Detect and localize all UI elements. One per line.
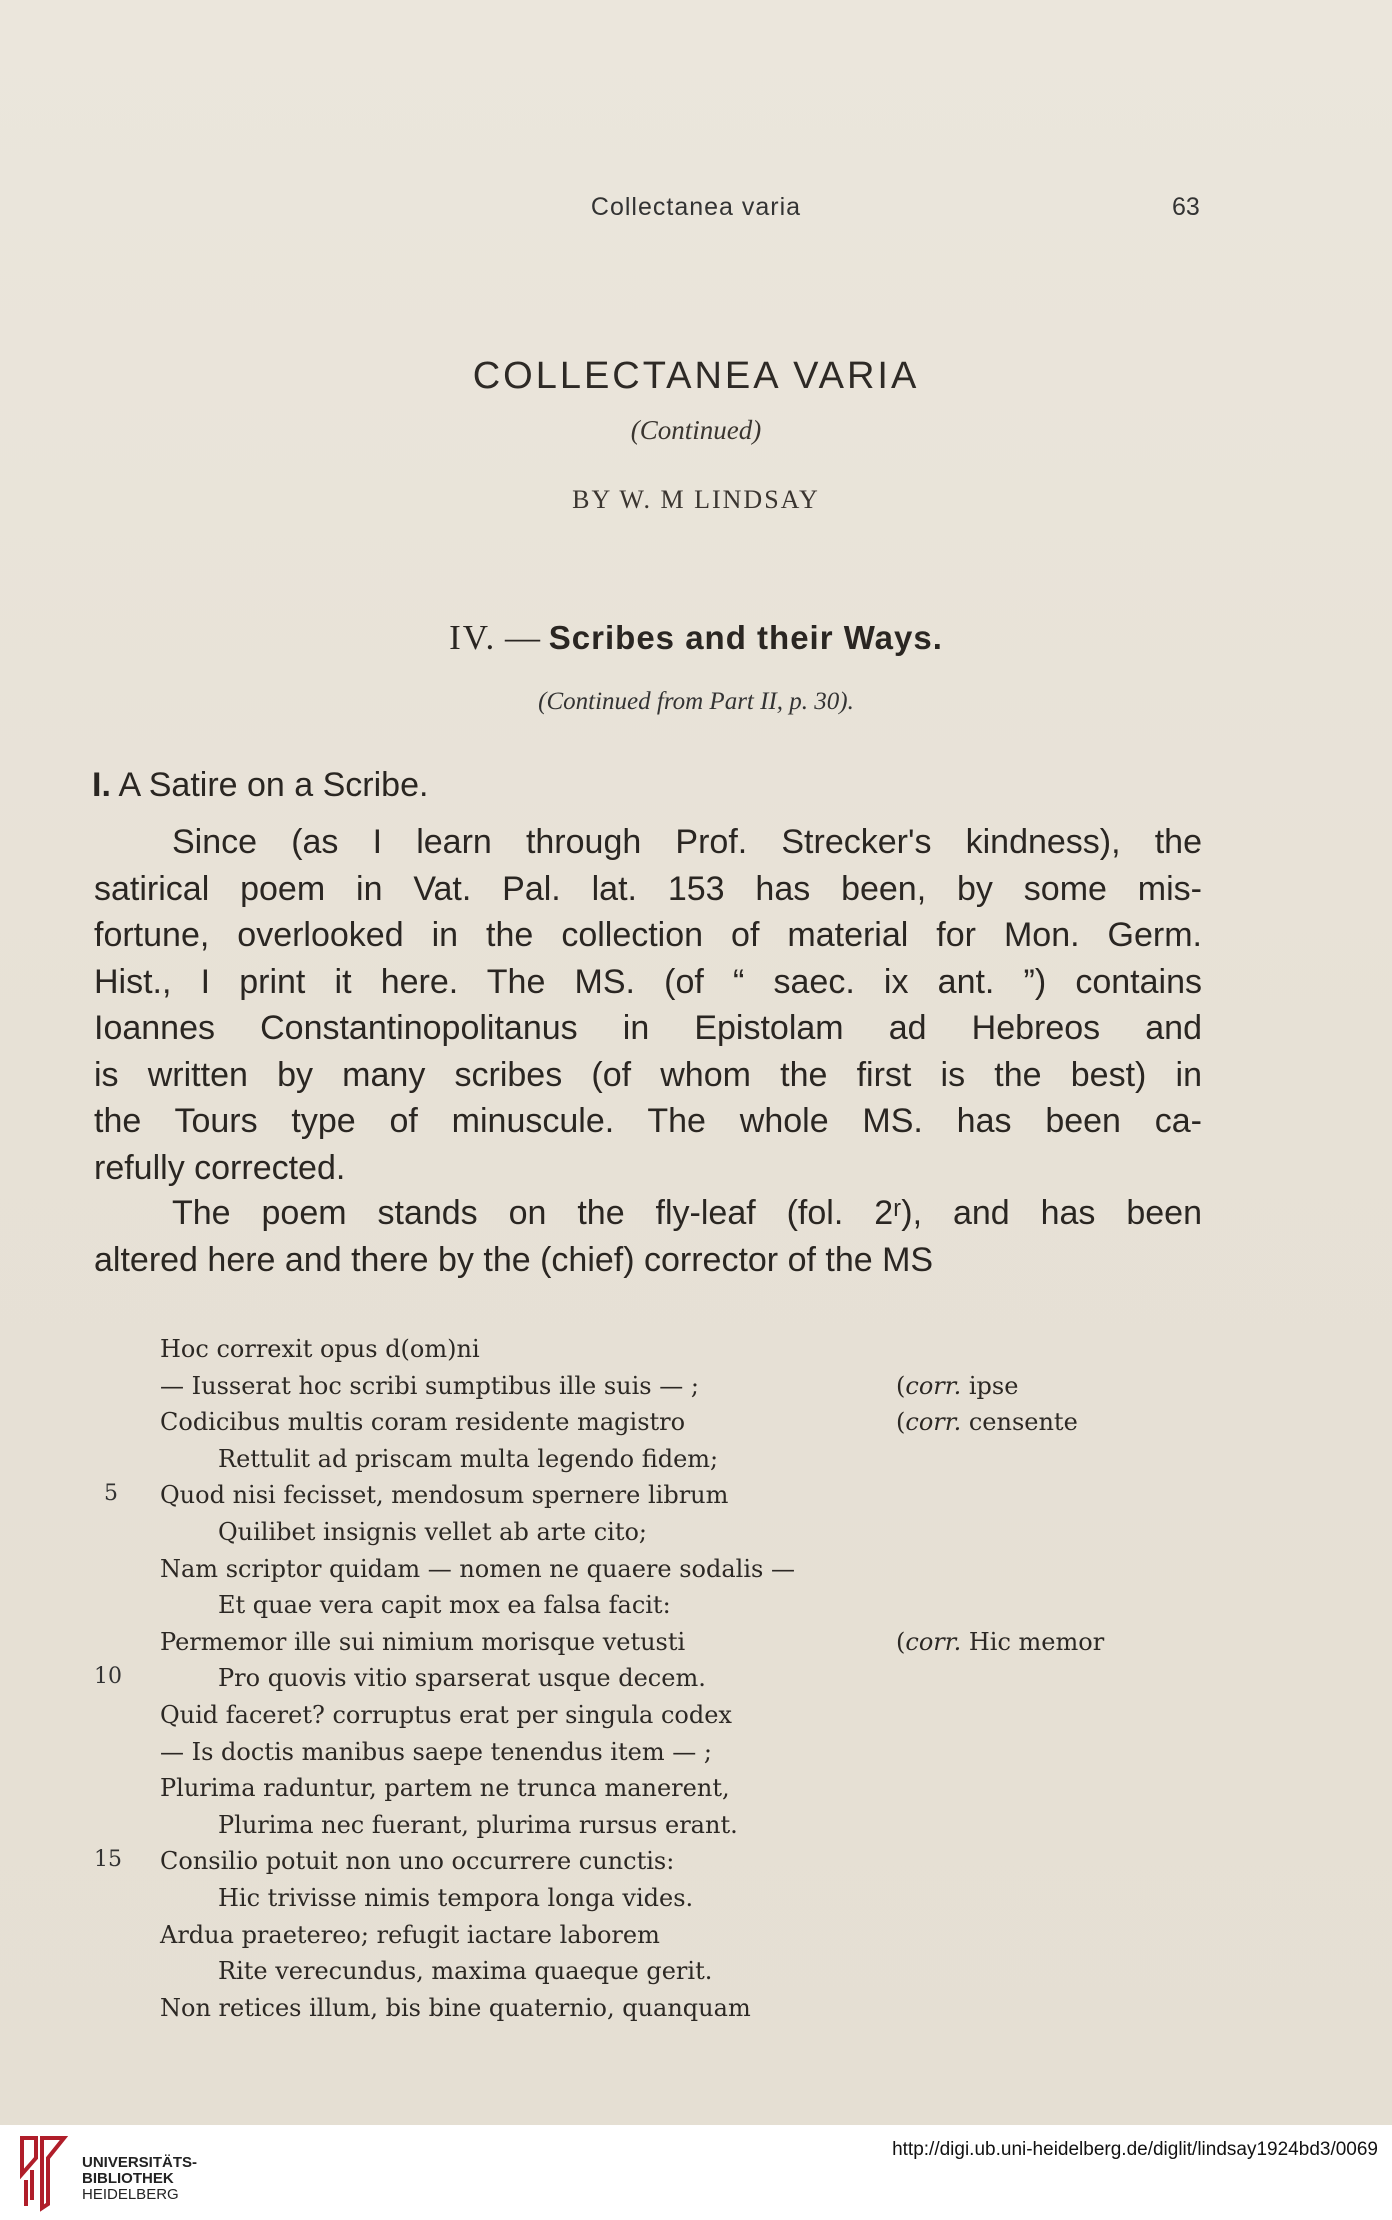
correction-note: (corr. ipse bbox=[896, 1372, 1019, 1400]
paragraph-2 bbox=[94, 1190, 1202, 1283]
section-dash: — bbox=[505, 618, 541, 657]
continued-from-note: (Continued from Part II, p. 30). bbox=[538, 688, 854, 715]
correction-label: corr. bbox=[905, 1372, 962, 1400]
poem-line: Et quae vera capit mox ea falsa facit: bbox=[218, 1591, 671, 1619]
poem-line: Consilio potuit non uno occurrere cunctis: bbox=[160, 1847, 675, 1875]
article-title: COLLECTANEA VARIA bbox=[472, 355, 920, 397]
poem-line: Non retices illum, bis bine quaternio, quanquam bbox=[160, 1994, 751, 2022]
text-line: Ioannes Constantinopolitanus in Epistolam ad Hebreos and bbox=[94, 1009, 1202, 1047]
running-head: Collectanea varia bbox=[590, 193, 802, 221]
correction-word: Hic memor bbox=[968, 1628, 1105, 1656]
poem-line: Quod nisi fecisset, mendosum spernere librum bbox=[160, 1481, 729, 1509]
poem-line: Quilibet insignis vellet ab arte cito; bbox=[218, 1518, 648, 1546]
library-line: BIBLIOTHEK bbox=[82, 2170, 174, 2187]
section-heading bbox=[0, 618, 1392, 658]
text-line: is written by many scribes (of whom the first is the best) in bbox=[94, 1055, 1202, 1094]
poem-line: Hoc correxit opus d(om)ni bbox=[160, 1335, 480, 1363]
poem-line: Rettulit ad priscam multa legendo fidem; bbox=[218, 1445, 719, 1473]
library-name bbox=[82, 2155, 197, 2203]
poem-line: Plurima nec fuerant, plurima rursus erant. bbox=[218, 1811, 738, 1839]
text-line: The poem stands on the fly-leaf (fol. 2ʳ), and has been bbox=[172, 1194, 1202, 1232]
paragraph-1 bbox=[94, 819, 1202, 1191]
line-number: 15 bbox=[94, 1847, 122, 1872]
poem-line: Permemor ille sui nimium morisque vetusti bbox=[160, 1628, 686, 1656]
poem-line: — Iusserat hoc scribi sumptibus ille suis — ; bbox=[160, 1372, 699, 1400]
library-line: UNIVERSITÄTS- bbox=[82, 2154, 198, 2171]
poem-line: Ardua praetereo; refugit iactare laborem bbox=[160, 1921, 660, 1949]
text-line: the Tours type of minuscule. The whole MS. has been ca- bbox=[94, 1102, 1202, 1140]
text-line: fortune, overlooked in the collection of material for Mon. Germ. bbox=[94, 916, 1202, 954]
section-number: IV. bbox=[449, 618, 497, 657]
text-line: Since (as I learn through Prof. Strecker's kindness), the bbox=[172, 823, 1202, 861]
source-url-link[interactable]: http://digi.ub.uni-heidelberg.de/diglit/lindsay1924bd3/0069 bbox=[892, 2139, 1378, 2160]
subsection-heading bbox=[92, 766, 428, 805]
line-number: 10 bbox=[94, 1664, 122, 1689]
page-number: 63 bbox=[1172, 193, 1200, 221]
poem-line: Rite verecundus, maxima quaeque gerit. bbox=[218, 1957, 713, 1985]
line-number: 5 bbox=[104, 1481, 118, 1506]
text-line: altered here and there by the (chief) corrector of the MS bbox=[94, 1240, 934, 1279]
text-line: satirical poem in Vat. Pal. lat. 153 has been, by some mis- bbox=[94, 869, 1202, 908]
poem-line: Codicibus multis coram residente magistro bbox=[160, 1408, 686, 1436]
correction-label: corr. bbox=[905, 1628, 962, 1656]
text-line: refully corrected. bbox=[94, 1148, 346, 1187]
text-line: Hist., I print it here. The MS. (of “ saec. ix ant. ”) contains bbox=[94, 962, 1202, 1001]
subsection-number: I. bbox=[92, 766, 111, 804]
poem-line: Pro quovis vitio sparserat usque decem. bbox=[218, 1664, 706, 1692]
poem-line: Hic trivisse nimis tempora longa vides. bbox=[218, 1884, 694, 1912]
correction-word: censente bbox=[968, 1408, 1078, 1436]
author-byline: BY W. M LINDSAY bbox=[572, 485, 820, 514]
correction-word: ipse bbox=[968, 1372, 1019, 1400]
poem-line: Quid faceret? corruptus erat per singula codex bbox=[160, 1701, 732, 1729]
library-line: HEIDELBERG bbox=[82, 2186, 179, 2203]
correction-label: corr. bbox=[905, 1408, 962, 1436]
correction-note: (corr. Hic memor bbox=[896, 1628, 1105, 1656]
subsection-title: A Satire on a Scribe. bbox=[118, 766, 429, 804]
university-library-logo-icon bbox=[14, 2130, 74, 2212]
section-title: Scribes and their Ways. bbox=[548, 619, 943, 656]
poem-line: — Is doctis manibus saepe tenendus item — ; bbox=[160, 1738, 712, 1766]
correction-note: (corr. censente bbox=[896, 1408, 1078, 1436]
poem-line: Plurima raduntur, partem ne trunca manerent, bbox=[160, 1774, 730, 1802]
poem-line: Nam scriptor quidam — nomen ne quaere sodalis — bbox=[160, 1555, 795, 1583]
continued-note: (Continued) bbox=[630, 415, 762, 445]
footer-bar bbox=[0, 2125, 1392, 2220]
